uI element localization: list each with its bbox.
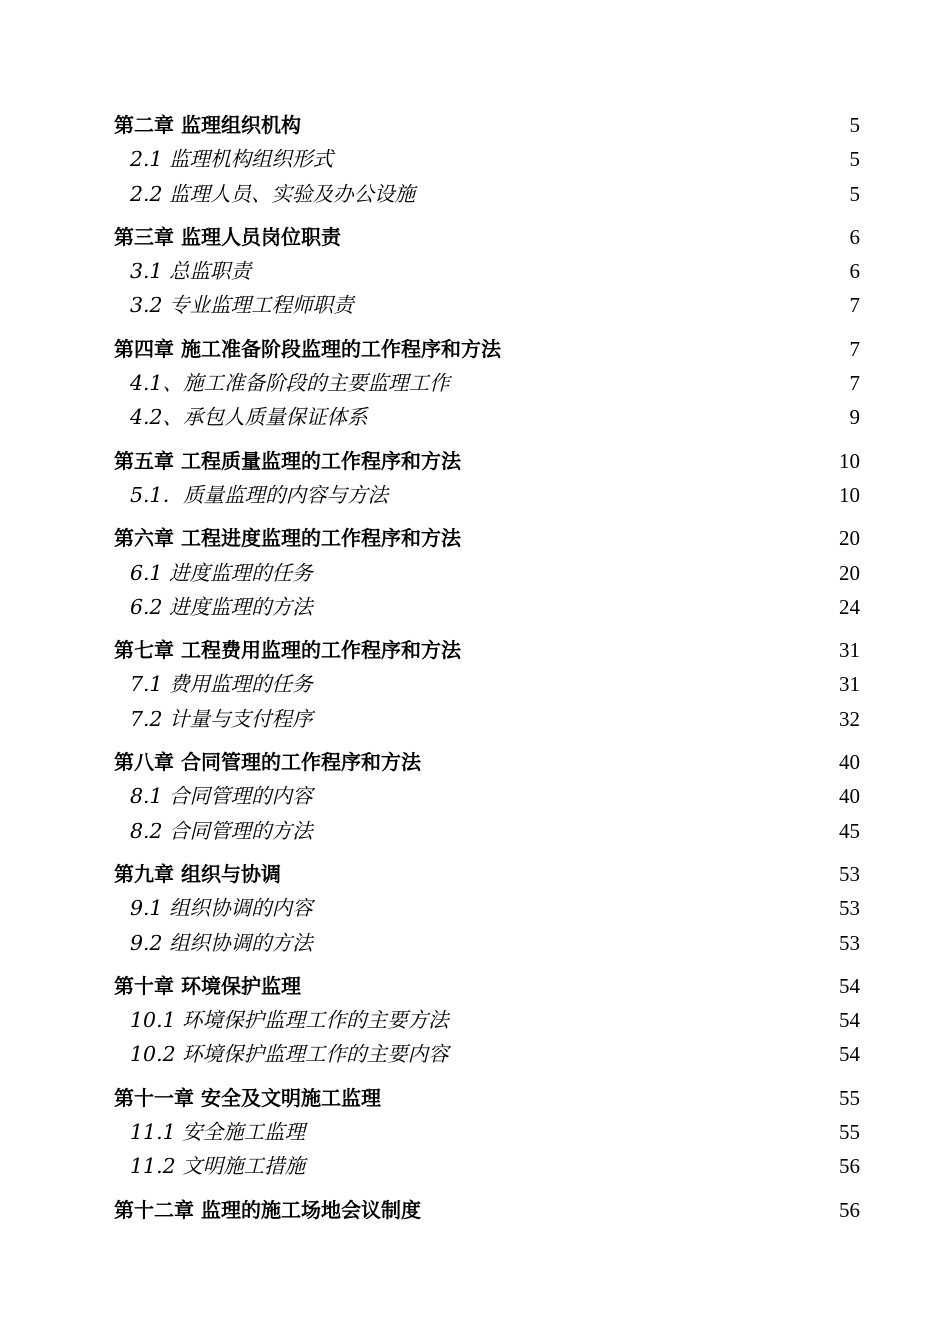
toc-section-entry[interactable] (114, 478, 860, 512)
toc-chapter (114, 332, 860, 435)
toc-section-entry[interactable] (114, 1037, 860, 1071)
toc-page-number: 20 (839, 526, 860, 551)
toc-chapter (114, 1081, 860, 1184)
toc-section-title: 6.1 进度监理的任务 (130, 560, 313, 585)
toc-section-entry[interactable] (114, 177, 860, 211)
toc-page-number: 20 (839, 560, 860, 585)
toc-page-number: 9 (849, 405, 860, 430)
toc-section-entry[interactable] (114, 814, 860, 848)
toc-page-number: 10 (839, 448, 860, 473)
toc-chapter-entry[interactable] (114, 745, 860, 779)
toc-section-entry[interactable] (114, 1115, 860, 1149)
toc-section-title: 5.1．质量监理的内容与方法 (130, 482, 389, 507)
toc-chapter-entry[interactable] (114, 1193, 860, 1227)
toc-section-title: 11.1 安全施工监理 (130, 1120, 306, 1145)
toc-section-entry[interactable] (114, 779, 860, 813)
toc-chapter-entry[interactable] (114, 969, 860, 1003)
toc-chapter-title: 第三章 监理人员岗位职责 (114, 224, 341, 249)
toc-chapter-title: 第十二章 监理的施工场地会议制度 (114, 1197, 421, 1222)
toc-chapter-entry[interactable] (114, 1081, 860, 1115)
toc-section-title: 9.2 组织协调的方法 (130, 930, 313, 955)
toc-chapter (114, 633, 860, 736)
toc-section-entry[interactable] (114, 254, 860, 288)
toc-page-number: 6 (849, 224, 860, 249)
toc-chapter-entry[interactable] (114, 521, 860, 555)
toc-section-title: 10.1 环境保护监理工作的主要方法 (130, 1008, 449, 1033)
toc-section-entry[interactable] (114, 702, 860, 736)
toc-section-entry[interactable] (114, 667, 860, 701)
toc-page-number: 5 (849, 181, 860, 206)
toc-page-number: 5 (849, 147, 860, 172)
toc-section-entry[interactable] (114, 288, 860, 322)
toc-page-number: 53 (839, 930, 860, 955)
toc-chapter (114, 857, 860, 960)
toc-chapter-entry[interactable] (114, 633, 860, 667)
toc-chapter-entry[interactable] (114, 108, 860, 142)
toc-page-number: 53 (839, 861, 860, 886)
toc-page-number: 10 (839, 482, 860, 507)
toc-chapter-title: 第十章 环境保护监理 (114, 973, 301, 998)
toc-chapter-entry[interactable] (114, 444, 860, 478)
toc-page-number: 24 (839, 594, 860, 619)
toc-section-entry[interactable] (114, 366, 860, 400)
toc-section-entry[interactable] (114, 891, 860, 925)
toc-page-number: 7 (849, 371, 860, 396)
toc-section-title: 4.1、施工准备阶段的主要监理工作 (130, 371, 450, 396)
toc-section-entry[interactable] (114, 926, 860, 960)
toc-page-number: 56 (839, 1154, 860, 1179)
toc-chapter (114, 108, 860, 211)
toc-page-number: 45 (839, 818, 860, 843)
toc-section-entry[interactable] (114, 590, 860, 624)
toc-chapter-title: 第五章 工程质量监理的工作程序和方法 (114, 448, 461, 473)
toc-page-number: 31 (839, 638, 860, 663)
toc-page-number: 55 (839, 1120, 860, 1145)
toc-section-title: 8.1 合同管理的内容 (130, 784, 313, 809)
toc-section-title: 7.2 计量与支付程序 (130, 706, 313, 731)
toc-page-number: 56 (839, 1197, 860, 1222)
toc-section-entry[interactable] (114, 142, 860, 176)
toc-section-title: 9.1 组织协调的内容 (130, 896, 313, 921)
toc-section-title: 4.2、承包人质量保证体系 (130, 405, 368, 430)
toc-chapter-title: 第二章 监理组织机构 (114, 113, 301, 137)
toc-chapter-title: 第八章 合同管理的工作程序和方法 (114, 750, 421, 775)
toc-chapter (114, 1193, 860, 1227)
toc-page-number: 7 (849, 293, 860, 318)
toc-section-entry[interactable] (114, 400, 860, 434)
toc-page-number: 53 (839, 896, 860, 921)
toc-page-number: 31 (839, 672, 860, 697)
toc-section-title: 10.2 环境保护监理工作的主要内容 (130, 1042, 449, 1067)
toc-page-number: 55 (839, 1085, 860, 1110)
toc-chapter-title: 第六章 工程进度监理的工作程序和方法 (114, 526, 461, 551)
toc-page-number: 54 (839, 973, 860, 998)
toc-page-number: 54 (839, 1008, 860, 1033)
toc-page-number: 32 (839, 706, 860, 731)
toc-section-title: 7.1 费用监理的任务 (130, 672, 313, 697)
toc-section-entry[interactable] (114, 556, 860, 590)
toc-section-title: 3.2 专业监理工程师职责 (130, 293, 354, 318)
toc-chapter-title: 第四章 施工准备阶段监理的工作程序和方法 (114, 336, 501, 361)
toc-chapter-entry[interactable] (114, 220, 860, 254)
toc-page-number: 54 (839, 1042, 860, 1067)
toc-chapter (114, 521, 860, 624)
toc-page-number: 40 (839, 750, 860, 775)
toc-section-title: 6.2 进度监理的方法 (130, 594, 313, 619)
toc-page-number: 40 (839, 784, 860, 809)
toc-section-title: 3.1 总监职责 (130, 259, 252, 284)
toc-section-title: 2.1 监理机构组织形式 (130, 147, 334, 172)
toc-section-title: 11.2 文明施工措施 (130, 1154, 306, 1179)
toc-section-title: 2.2 监理人员、实验及办公设施 (130, 181, 416, 206)
toc-page-number: 7 (849, 336, 860, 361)
toc-page-number: 5 (849, 113, 860, 137)
toc-chapter-entry[interactable] (114, 857, 860, 891)
toc-chapter (114, 969, 860, 1072)
toc-chapter (114, 220, 860, 323)
toc-chapter (114, 444, 860, 513)
toc-section-entry[interactable] (114, 1003, 860, 1037)
toc-chapter (114, 745, 860, 848)
toc-section-entry[interactable] (114, 1149, 860, 1183)
toc-chapter-title: 第十一章 安全及文明施工监理 (114, 1085, 381, 1110)
toc-page-number: 6 (849, 259, 860, 284)
table-of-contents (114, 108, 860, 1236)
toc-chapter-title: 第九章 组织与协调 (114, 861, 281, 886)
toc-chapter-title: 第七章 工程费用监理的工作程序和方法 (114, 638, 461, 663)
toc-chapter-entry[interactable] (114, 332, 860, 366)
toc-section-title: 8.2 合同管理的方法 (130, 818, 313, 843)
